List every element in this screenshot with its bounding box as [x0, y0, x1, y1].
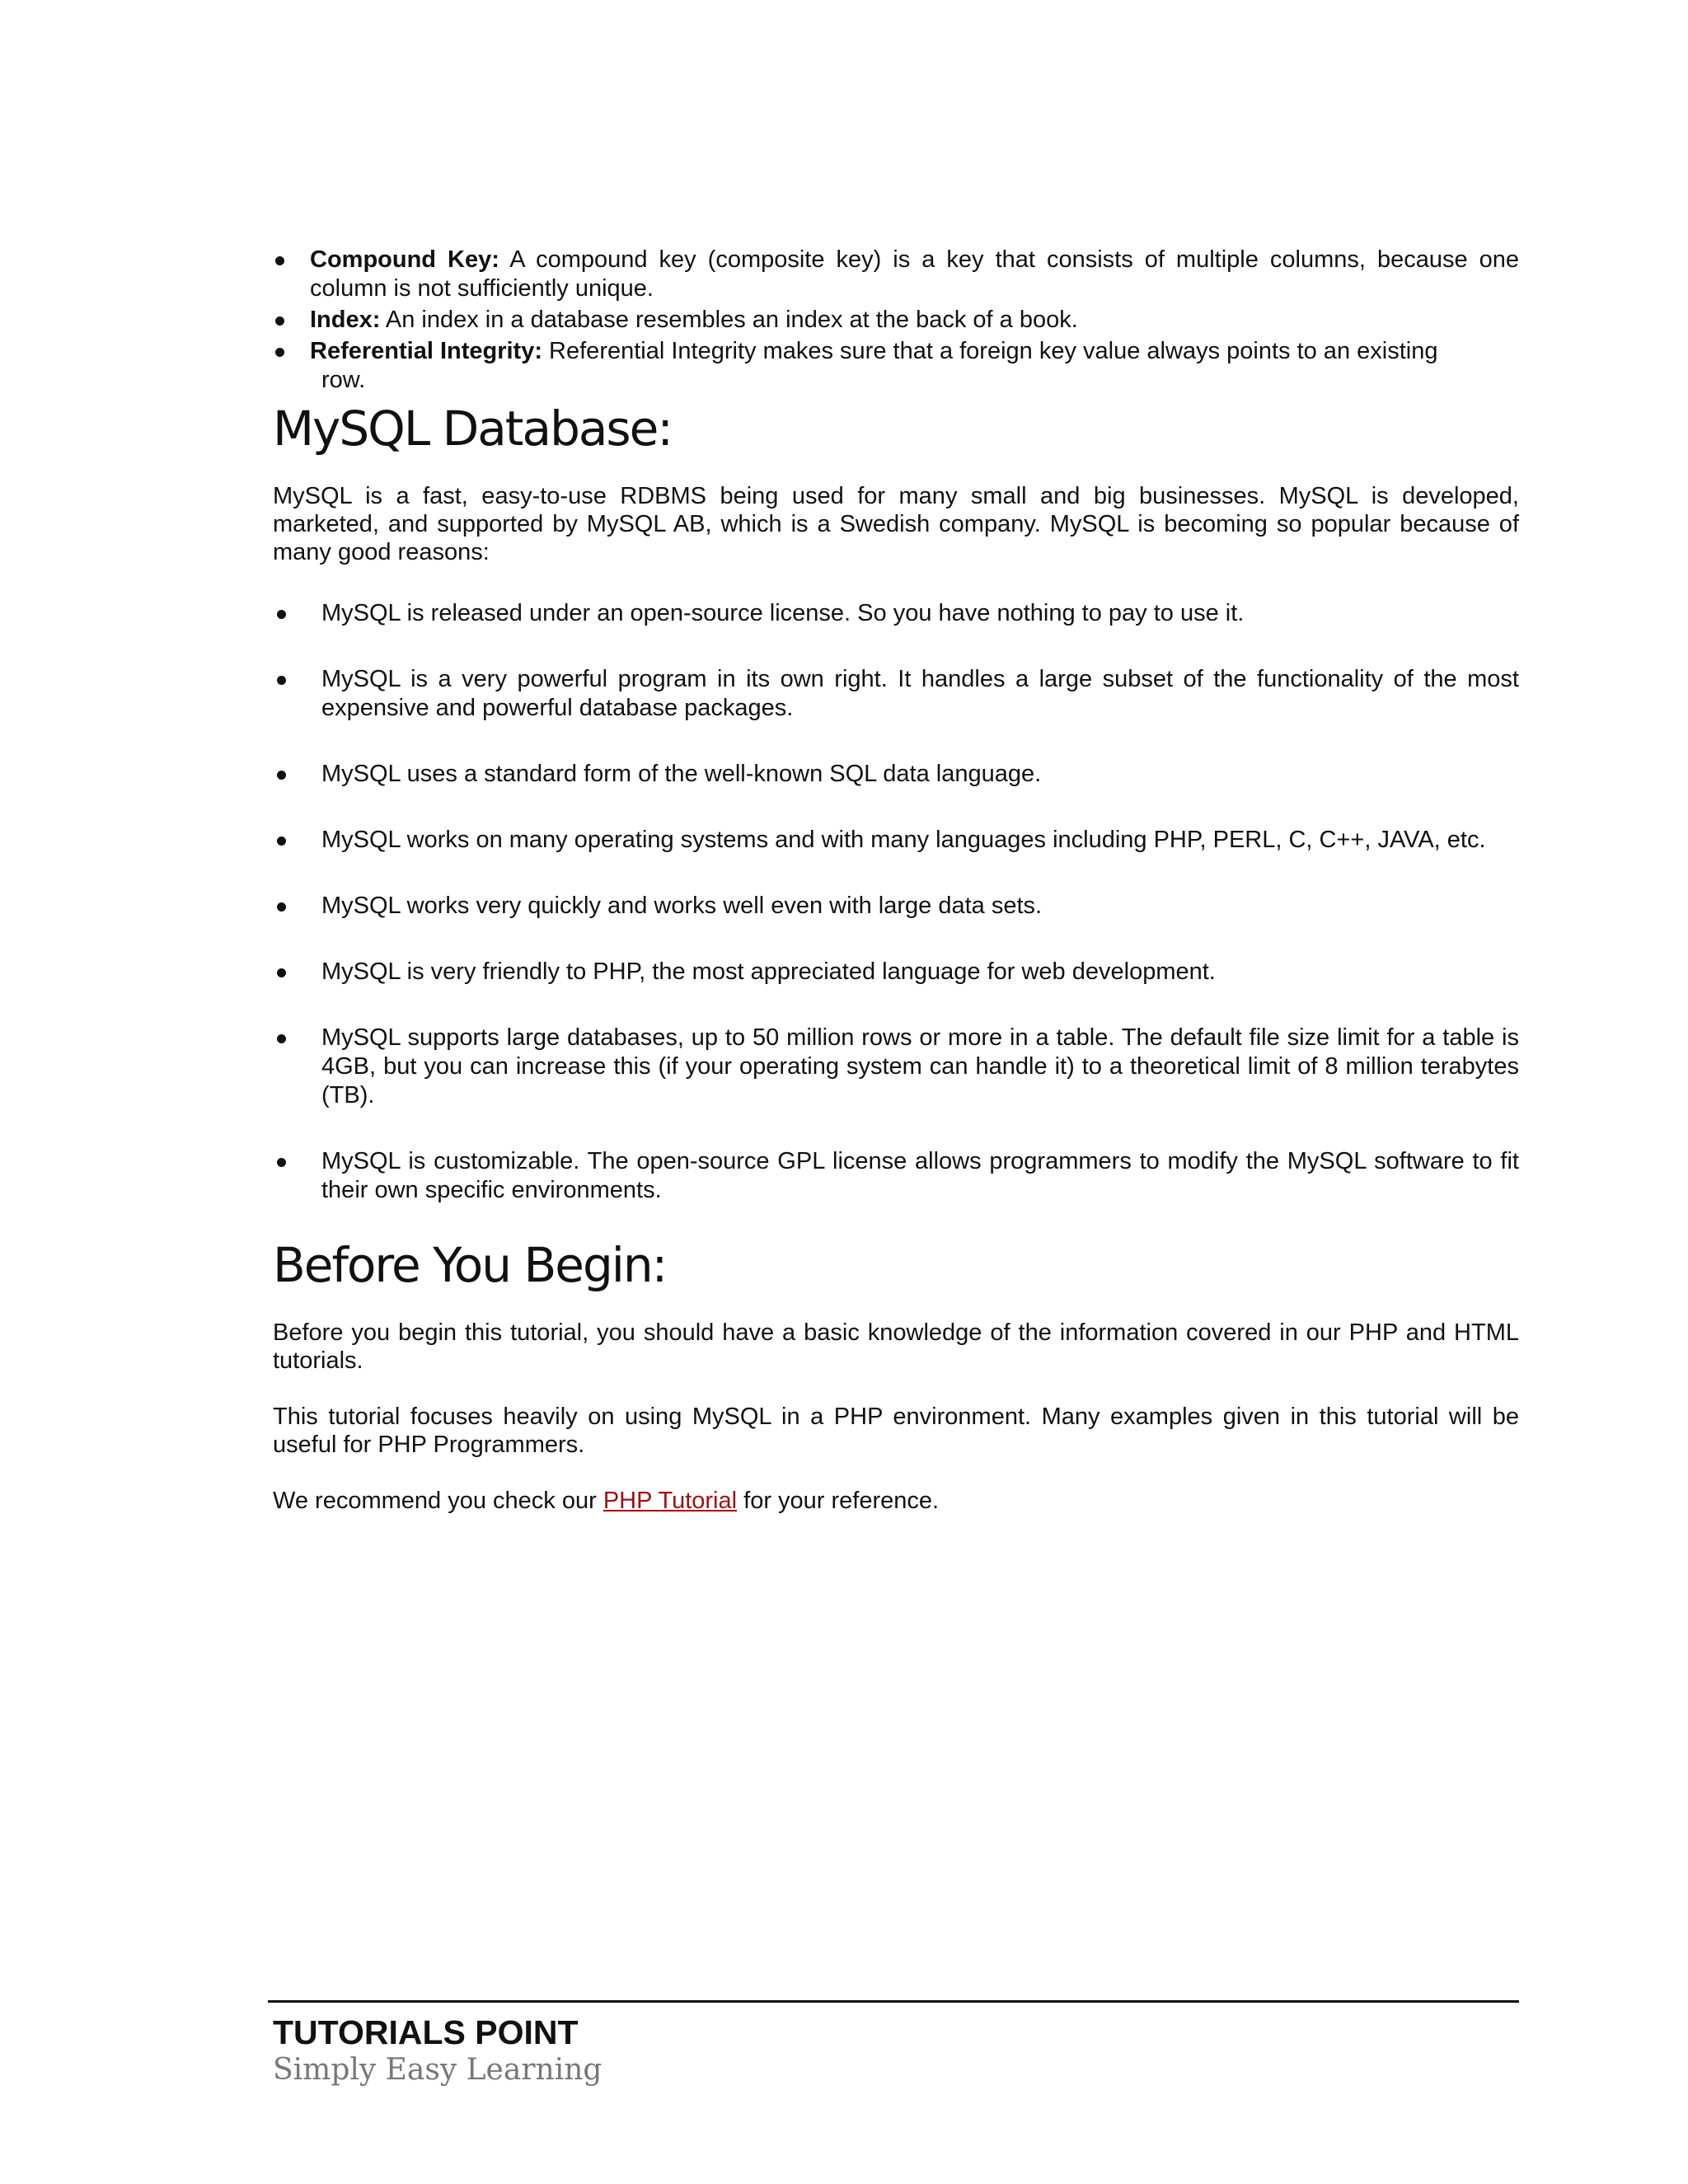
recommend-suffix: for your reference. — [737, 1488, 940, 1514]
definition-item-compound-key — [273, 246, 1519, 303]
feature-item: MySQL supports large databases, up to 50 million rows or more in a table. The default file size limit for a table is 4GB, but you can increase this (if your operating system can handle it) to a theoretical limit of 8 million terabytes (TB). — [273, 1024, 1519, 1110]
begin-paragraph: This tutorial focuses heavily on using MySQL in a PHP environment. Many examples given in this tutorial will be useful for PHP Programmers. — [273, 1404, 1519, 1458]
definition-item-referential-integrity — [273, 337, 1519, 395]
section-heading-mysql-database: MySQL Database: — [273, 401, 672, 457]
definition-term: Compound Key: — [310, 246, 499, 273]
footer-tagline: Simply Easy Learning — [273, 2053, 603, 2087]
footer-divider — [268, 2000, 1519, 2003]
recommend-paragraph — [273, 1487, 1519, 1515]
feature-item: MySQL is released under an open-source license. So you have nothing to pay to use it. — [273, 599, 1519, 628]
definition-term: Referential Integrity: — [310, 338, 542, 364]
definition-item-index — [273, 306, 1519, 335]
section-heading-before-you-begin: Before You Begin: — [273, 1237, 667, 1293]
definition-text: A compound key (composite key) is a key that consists of multiple columns, because one column is not sufficiently unique. — [310, 246, 1519, 302]
definition-list — [273, 246, 1519, 395]
definition-text: Referential Integrity makes sure that a foreign key value always points to an existing — [542, 338, 1438, 364]
begin-paragraph: Before you begin this tutorial, you should have a basic knowledge of the information covered in our PHP and HTML tutorials. — [273, 1319, 1519, 1374]
feature-item: MySQL works on many operating systems and with many languages including PHP, PERL, C, C++, JAVA, etc. — [273, 826, 1519, 855]
php-tutorial-link[interactable]: PHP Tutorial — [603, 1488, 738, 1514]
recommend-prefix: We recommend you check our — [273, 1488, 603, 1514]
feature-item: MySQL is a very powerful program in its own right. It handles a large subset of the functionality of the most expensive and powerful database packages. — [273, 665, 1519, 723]
feature-item: MySQL is customizable. The open-source GPL license allows programmers to modify the MySQL software to fit their own specific environments. — [273, 1147, 1519, 1205]
page-content — [273, 246, 1519, 1515]
feature-item: MySQL is very friendly to PHP, the most appreciated language for web development. — [273, 958, 1519, 987]
mysql-intro-paragraph: MySQL is a fast, easy-to-use RDBMS being used for many small and big businesses. MySQL is developed, marketed, and supported by MySQL AB, which is a Swedish company. MySQL is becoming so popular because of many good reasons: — [273, 483, 1519, 565]
mysql-feature-list — [273, 599, 1519, 1205]
feature-item: MySQL uses a standard form of the well-known SQL data language. — [273, 760, 1519, 789]
feature-item: MySQL works very quickly and works well even with large data sets. — [273, 892, 1519, 921]
definition-continuation: row. — [321, 367, 366, 393]
definition-text: An index in a database resembles an index at the back of a book. — [380, 307, 1078, 333]
definition-term: Index: — [310, 307, 381, 333]
footer-brand: TUTORIALS POINT — [273, 2013, 579, 2051]
